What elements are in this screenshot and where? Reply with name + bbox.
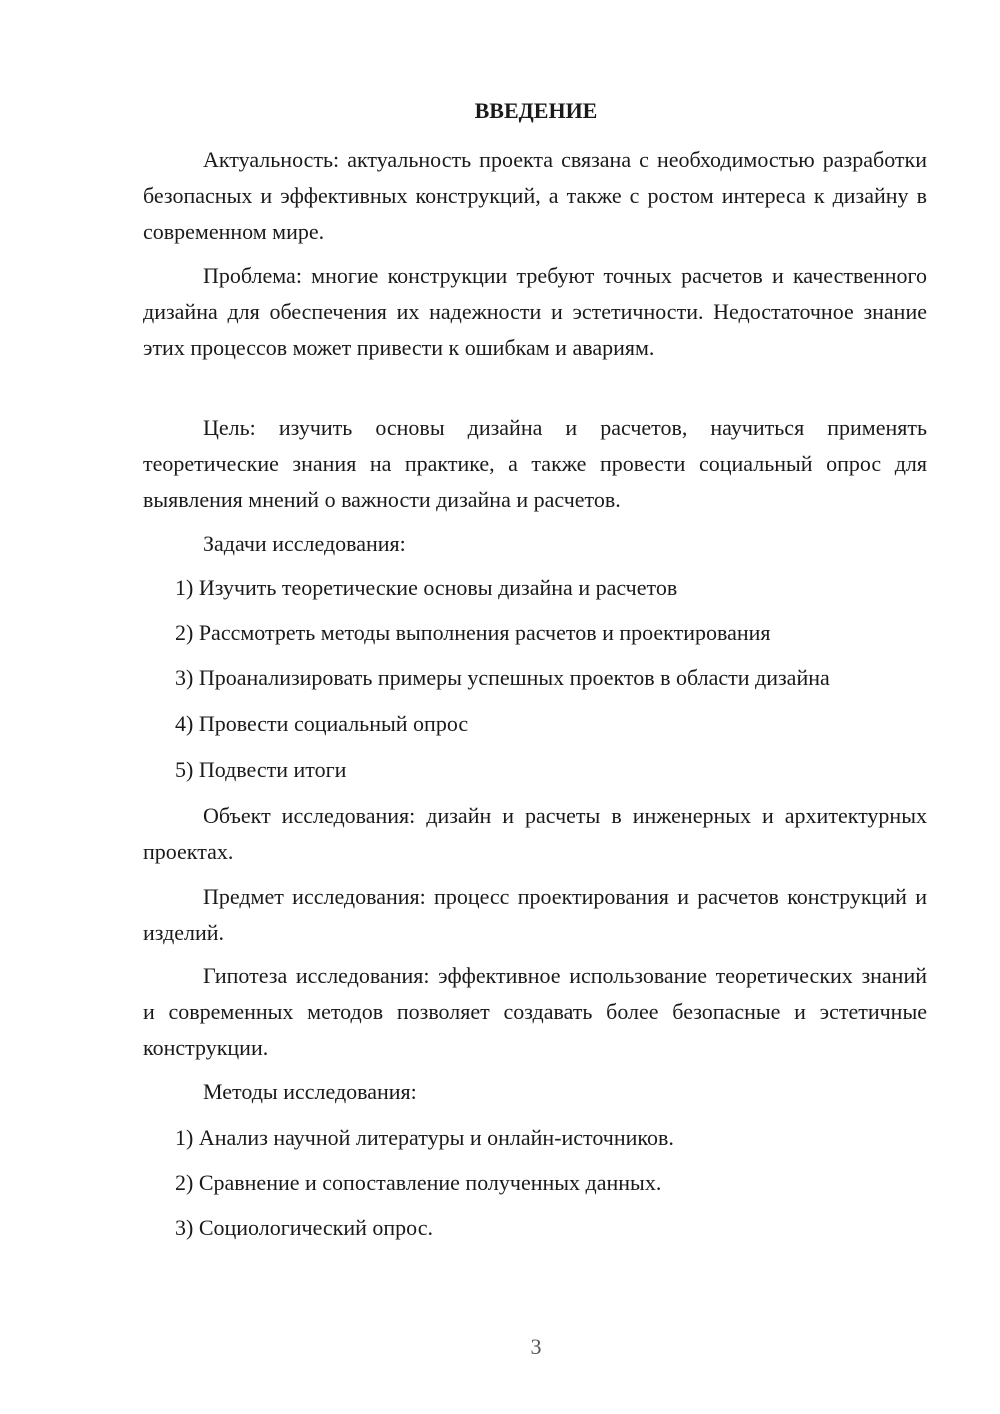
method-item: 2) Сравнение и сопоставление полученных данных. (175, 1170, 662, 1195)
page-number: 3 (530, 1334, 542, 1359)
task-item: 3) Проанализировать примеры успешных проектов в области дизайна (175, 665, 830, 690)
task-item: 2) Рассмотреть методы выполнения расчетов и проектирования (175, 620, 771, 645)
tasks-heading: Задачи исследования: (203, 531, 406, 556)
paragraph-object: Объект исследования: дизайн и расчеты в инженерных и архитектурных проектах. (143, 803, 927, 864)
paragraph-relevance: Актуальность: актуальность проекта связана с необходимостью разработки безопасных и эффективных конструкций, а также с ростом интереса к дизайну в современном мире. (143, 147, 927, 244)
method-item: 3) Социологический опрос. (175, 1215, 433, 1240)
paragraph-subject: Предмет исследования: процесс проектирования и расчетов конструкций и изделий. (143, 884, 927, 945)
methods-heading: Методы исследования: (203, 1079, 417, 1104)
paragraph-hypothesis: Гипотеза исследования: эффективное использование теоретических знаний и современных методов позволяет создавать более безопасные и эстетичные конструкции. (143, 963, 927, 1060)
task-item: 1) Изучить теоретические основы дизайна и расчетов (175, 575, 678, 600)
paragraph-goal: Цель: изучить основы дизайна и расчетов, научиться применять теоретические знания на практике, а также провести социальный опрос для выявления мнений о важности дизайна и расчетов. (143, 415, 927, 512)
page-title: ВВЕДЕНИЕ (474, 98, 598, 123)
task-item: 5) Подвести итоги (175, 757, 347, 782)
task-item: 4) Провести социальный опрос (175, 711, 469, 736)
paragraph-problem: Проблема: многие конструкции требуют точных расчетов и качественного дизайна для обеспечения их надежности и эстетичности. Недостаточное знание этих процессов может привести к ошибкам и авариям. (143, 263, 927, 360)
method-item: 1) Анализ научной литературы и онлайн-источников. (175, 1125, 674, 1150)
